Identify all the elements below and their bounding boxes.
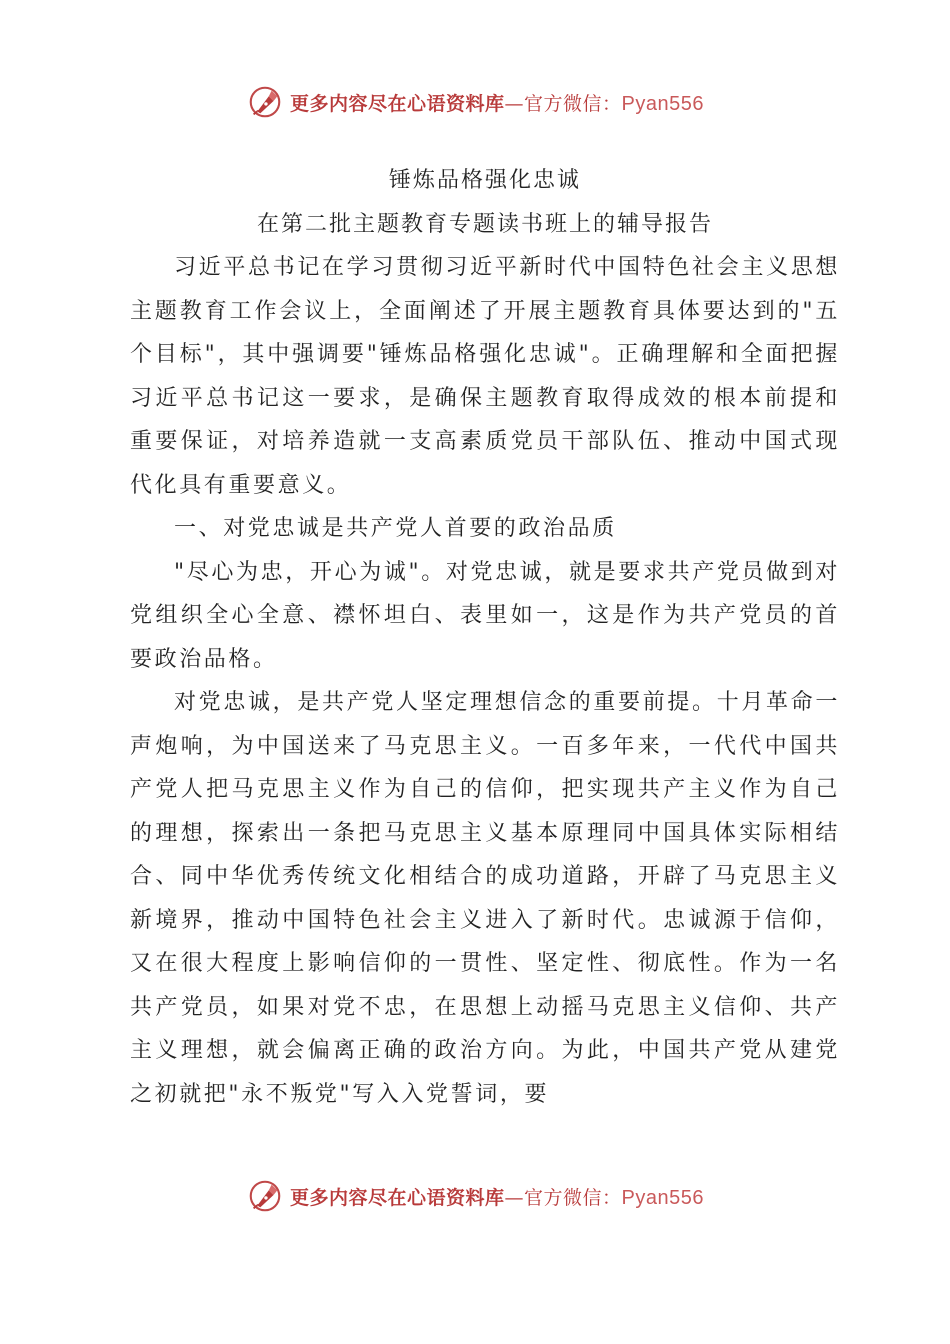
- watermark-main-text: 更多内容尽在心语资料库: [290, 92, 505, 115]
- watermark-wechat-id: Pyan556: [621, 92, 704, 115]
- paragraph-loyalty-belief: 对党忠诚，是共产党人坚定理想信念的重要前提。十月革命一声炮响，为中国送来了马克思主义。一百多年来，一代代中国共产党人把马克思主义作为自己的信仰，把实现共产主义作为自己的理想，探索出一条把马克思主义基本原理同中国具体实际相结合、同中华优秀传统文化相结合的成功道路，开辟了马克思主义新境界，推动中国特色社会主义进入了新时代。忠诚源于信仰，又在很大程度上影响信仰的一贯性、坚定性、彻底性。作为一名共产党员，如果对党不忠，在思想上动摇马克思主义信仰、共产主义理想，就会偏离正确的政治方向。为此，中国共产党从建党之初就把"永不叛党"写入入党誓词，要: [130, 690, 840, 1107]
- watermark-text: [290, 1183, 704, 1210]
- paragraph-intro: 习近平总书记在学习贯彻习近平新时代中国特色社会主义思想主题教育工作会议上，全面阐述了开展主题教育具体要达到的"五个目标"，其中强调要"锤炼品格强化忠诚"。正确理解和全面把握习近平总书记这一要求，是确保主题教育取得成效的根本前提和重要保证，对培养造就一支高素质党员干部队伍、推动中国式现代化具有重要意义。: [130, 255, 840, 498]
- watermark-separator: —: [504, 1186, 525, 1209]
- watermark-main-text: 更多内容尽在心语资料库: [290, 1186, 505, 1209]
- watermark-banner-top: [0, 80, 950, 124]
- watermark-banner-bottom: [0, 1174, 950, 1218]
- section-heading-1: 一、对党忠诚是共产党人首要的政治品质: [174, 516, 617, 541]
- document-title: 锤炼品格强化忠诚: [388, 168, 581, 193]
- paragraph-loyalty-definition: "尽心为忠，开心为诚"。对党忠诚，就是要求共产党员做到对党组织全心全意、襟怀坦白、表里如一，这是作为共产党员的首要政治品格。: [130, 559, 840, 672]
- watermark-text: [290, 89, 704, 116]
- watermark-official-label: 官方微信：: [524, 1186, 622, 1209]
- document-subtitle: 在第二批主题教育专题读书班上的辅导报告: [256, 212, 713, 237]
- watermark-official-label: 官方微信：: [524, 92, 622, 115]
- pen-nib-logo-icon: [246, 1177, 284, 1215]
- document-body: [130, 158, 840, 1116]
- watermark-separator: —: [504, 92, 525, 115]
- watermark-wechat-id: Pyan556: [621, 1186, 704, 1209]
- pen-nib-logo-icon: [246, 83, 284, 121]
